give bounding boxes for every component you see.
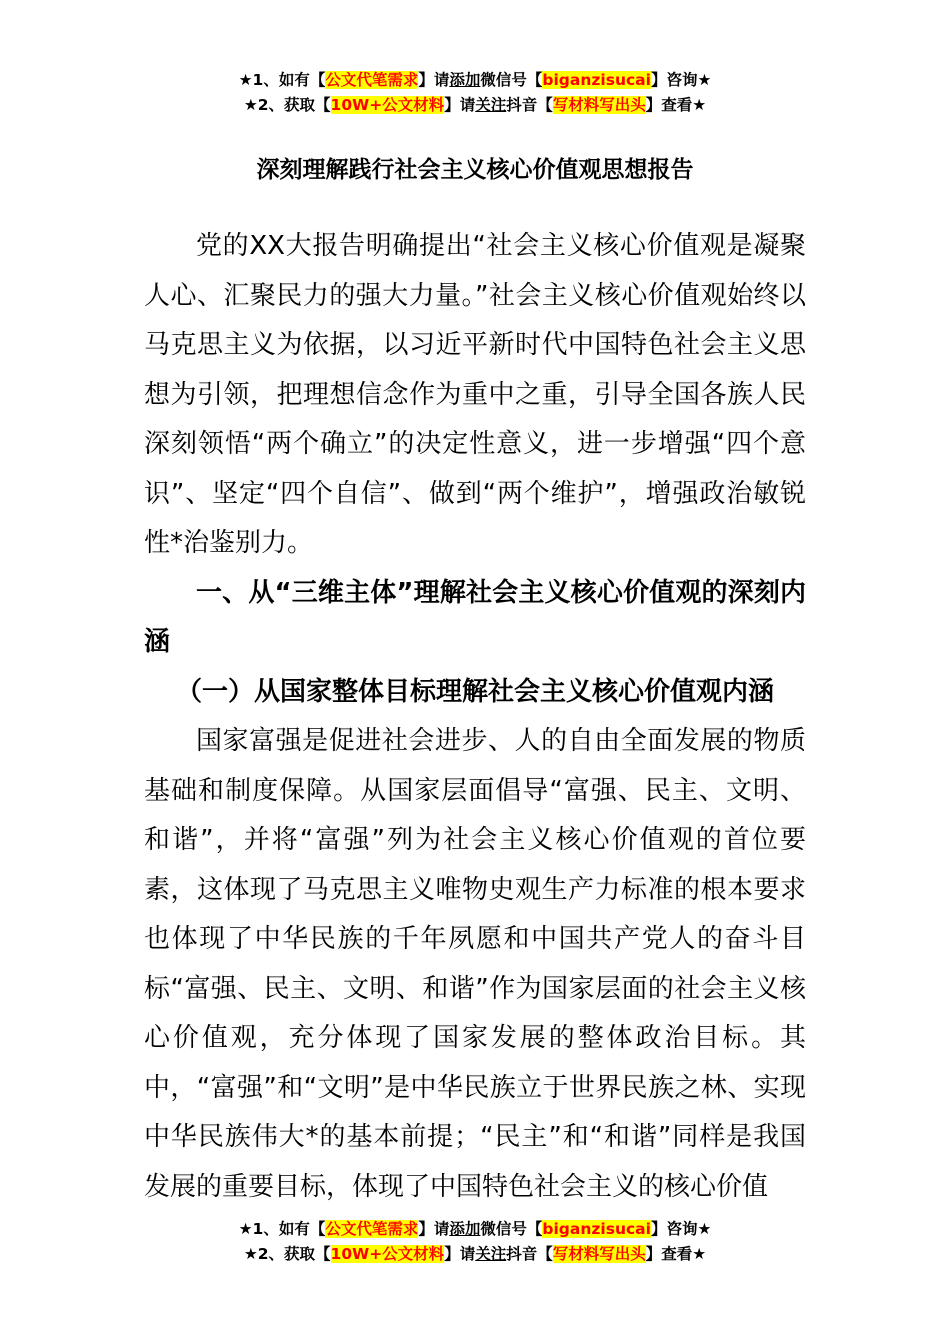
promo-line-2 — [0, 1242, 950, 1267]
promo-underlined: 关注 — [475, 1245, 507, 1263]
promo-text: 】请 — [418, 1220, 450, 1238]
promo-underlined: 添加 — [449, 71, 481, 89]
section-heading: 一、从“三维主体”理解社会主义核心价值观的深刻内涵 — [144, 577, 806, 657]
promo-highlight: 公文代笔需求 — [325, 71, 419, 89]
promo-text: 】查看★ — [645, 96, 707, 114]
promo-text: 】咨询★ — [650, 71, 712, 89]
promo-highlight: biganzisucai — [542, 1220, 651, 1238]
promo-text: 】查看★ — [645, 1245, 707, 1263]
promo-highlight: 公文代笔需求 — [325, 1220, 419, 1238]
promo-highlight: 写材料写出头 — [552, 1245, 646, 1263]
intro-paragraph: 党的XX大报告明确提出“社会主义核心价值观是凝聚人心、汇聚民力的强大力量。”社会主义核心价值观始终以马克思主义为依据，以习近平新时代中国特色社会主义思想为引领，把理想信念作为重中之重，引导全国各族人民深刻领悟“两个确立”的决定性意义，进一步增强“四个意识”、坚定“四个自信”、做到“两个维护”，增强政治敏锐性*治鉴别力。 — [144, 231, 806, 558]
promo-line-2 — [0, 93, 950, 118]
promo-text: 微信号【 — [480, 1220, 543, 1238]
promo-text: 微信号【 — [480, 71, 543, 89]
promo-text: ★2、获取【 — [243, 96, 331, 114]
document-title: 深刻理解践行社会主义核心价值观思想报告 — [256, 157, 694, 183]
promo-underlined: 关注 — [475, 96, 507, 114]
promo-text: 】请 — [444, 96, 476, 114]
promo-text: 抖音【 — [506, 1245, 553, 1263]
body-paragraph: 国家富强是促进社会进步、人的自由全面发展的物质基础和制度保障。从国家层面倡导“富强、民主、文明、和谐”，并将“富强”列为社会主义核心价值观的首位要素，这体现了马克思主义唯物史观生产力标准的根本要求也体现了中华民族的千年夙愿和中国共产党人的奋斗目标“富强、民主、文明、和谐”作为国家层面的社会主义核心价值观，充分体现了国家发展的整体政治目标。其中，“富强”和“文明”是中华民族立于世界民族之林、实现中华民族伟大*的基本前提；“民主”和“和谐”同样是我国发展的重要目标，体现了中国特色社会主义的核心价值 — [144, 726, 806, 1202]
promo-highlight: 写材料写出头 — [552, 96, 646, 114]
promo-banner-top — [0, 68, 950, 118]
promo-text: 】请 — [418, 71, 450, 89]
promo-line-1 — [0, 1217, 950, 1242]
promo-highlight: biganzisucai — [542, 71, 651, 89]
promo-text: 】请 — [444, 1245, 476, 1263]
promo-text: ★1、如有【 — [238, 71, 326, 89]
promo-text: ★2、获取【 — [243, 1245, 331, 1263]
promo-banner-bottom — [0, 1217, 950, 1267]
promo-text: 抖音【 — [506, 96, 553, 114]
promo-text: ★1、如有【 — [238, 1220, 326, 1238]
subsection-heading: （一）从国家整体目标理解社会主义核心价值观内涵 — [175, 676, 774, 707]
promo-line-1 — [0, 68, 950, 93]
promo-highlight: 10W+公文材料 — [330, 1245, 445, 1263]
promo-highlight: 10W+公文材料 — [330, 96, 445, 114]
promo-text: 】咨询★ — [650, 1220, 712, 1238]
promo-underlined: 添加 — [449, 1220, 481, 1238]
document-body — [144, 222, 806, 1212]
